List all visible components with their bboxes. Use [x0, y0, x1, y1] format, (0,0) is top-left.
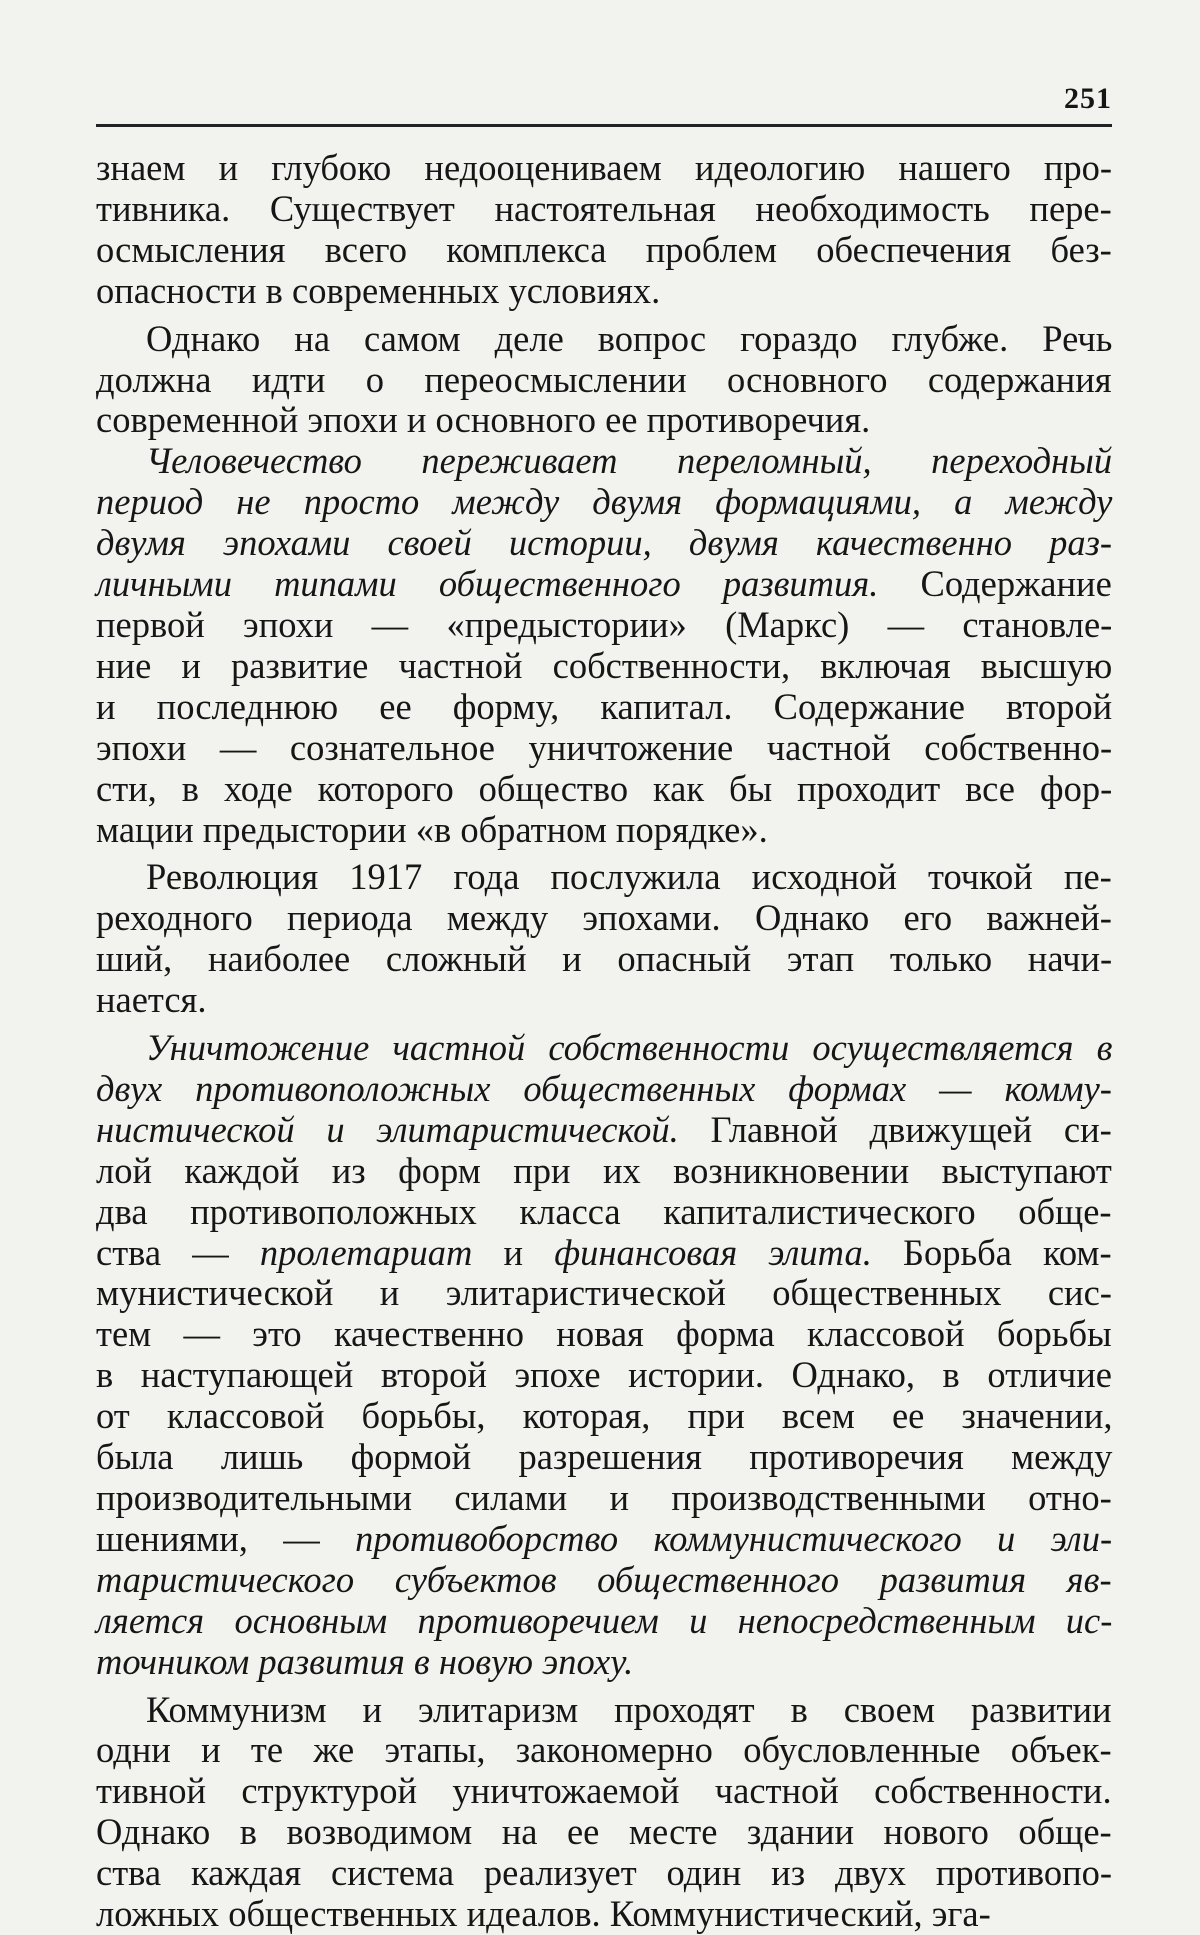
- text-line: была лишь формой разрешения противоречия между: [96, 1436, 1113, 1478]
- text-line: современной эпохи и основного ее противоречия.: [96, 399, 871, 441]
- text-line: ние и развитие частной собственности, включая высшую: [96, 644, 1113, 686]
- text-line: одни и те же этапы, закономерно обусловленные объек-: [96, 1729, 1112, 1771]
- text-line: в наступающей второй эпохе истории. Однако, в отличие: [96, 1354, 1112, 1396]
- text-line: шениями, — противоборство коммунистического и эли-: [96, 1517, 1113, 1559]
- text-line: должна идти о переосмыслении основного содержания: [96, 358, 1112, 400]
- text-line: Однако на самом деле вопрос гораздо глубже. Речь: [146, 317, 1113, 359]
- text-line: от классовой борьбы, которая, при всем ее значении,: [96, 1395, 1113, 1437]
- text-line: ший, наиболее сложный и опасный этап только начи-: [96, 938, 1113, 980]
- text-line: двух противоположных общественных формах — комму-: [96, 1067, 1112, 1109]
- text-line: осмысления всего комплекса проблем обеспечения без-: [96, 228, 1112, 270]
- header-rule: [96, 124, 1112, 127]
- text-line: тивной структурой уничтожаемой частной собственности.: [96, 1770, 1112, 1812]
- text-line: ства каждая система реализует один из двух противопо-: [96, 1852, 1113, 1894]
- text-line: лой каждой из форм при их возникновении выступают: [96, 1149, 1112, 1191]
- text-line: опасности в современных условиях.: [96, 269, 661, 311]
- text-line: ства — пролетариат и финансовая элита. Борьба ком-: [96, 1231, 1112, 1273]
- text-line: нается.: [96, 979, 207, 1021]
- text-line: сти, в ходе которого общество как бы проходит все фор-: [96, 767, 1113, 809]
- text-line: производительными силами и производственными отно-: [96, 1477, 1112, 1518]
- text-line: Человечество переживает переломный, переходный: [146, 440, 1113, 482]
- text-line: Уничтожение частной собственности осуществляется в: [146, 1027, 1113, 1069]
- text-line: реходного периода между эпохами. Однако его важней-: [96, 897, 1112, 939]
- text-line: мунистической и элитаристической общественных сис-: [96, 1272, 1112, 1314]
- text-line: таристического субъектов общественного развития яв-: [96, 1558, 1112, 1600]
- text-line: период не просто между двумя формациями, а между: [96, 481, 1113, 523]
- text-line: Однако в возводимом на ее месте здании нового обще-: [96, 1811, 1112, 1853]
- text-line: мации предыстории «в обратном порядке».: [96, 808, 768, 850]
- text-line: и последнюю ее форму, капитал. Содержание второй: [96, 685, 1113, 727]
- text-line: Революция 1917 года послужила исходной точкой пе-: [146, 856, 1112, 898]
- text-line: Коммунизм и элитаризм проходят в своем развитии: [146, 1688, 1112, 1730]
- text-line: первой эпохи — «предыстории» (Маркс) — становле-: [96, 603, 1113, 645]
- text-line: личными типами общественного развития. Содержание: [96, 563, 1112, 605]
- text-line: эпохи — сознательное уничтожение частной собственно-: [96, 726, 1113, 768]
- text-line: знаем и глубоко недооцениваем идеологию нашего про-: [96, 147, 1113, 188]
- text-line: точником развития в новую эпоху.: [96, 1640, 634, 1682]
- text-line: нистической и элитаристической. Главной движущей си-: [96, 1108, 1112, 1150]
- text-line: два противоположных класса капиталистического обще-: [96, 1190, 1112, 1232]
- text-line: тем — это качественно новая форма классовой борьбы: [96, 1313, 1112, 1355]
- text-line: ложных общественных идеалов. Коммунистический, эга-: [96, 1893, 991, 1935]
- text-line: тивника. Существует настоятельная необходимость пере-: [96, 187, 1112, 229]
- page-text: [96, 148, 1112, 1935]
- text-line: ляется основным противоречием и непосредственным ис-: [96, 1599, 1113, 1641]
- text-line: двумя эпохами своей истории, двумя качественно раз-: [96, 522, 1113, 564]
- page-number: 251: [1064, 82, 1112, 115]
